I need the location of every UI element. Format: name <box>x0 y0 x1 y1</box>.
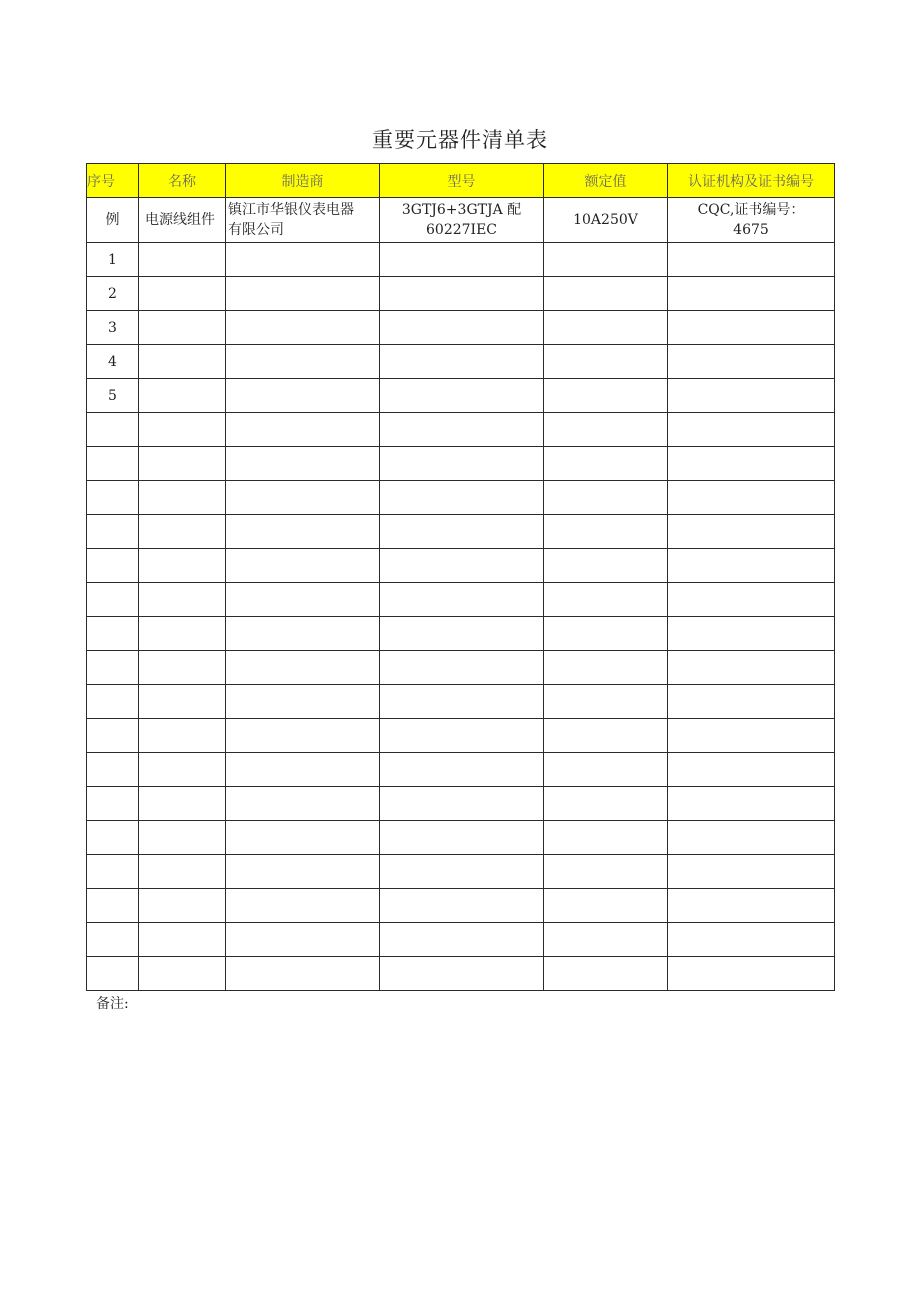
table-row <box>87 651 835 685</box>
table-cell <box>226 243 380 277</box>
table-cell <box>668 379 835 413</box>
table-row <box>87 345 835 379</box>
table-cell <box>668 923 835 957</box>
table-cell <box>380 787 544 821</box>
table-row <box>87 583 835 617</box>
table-cell <box>139 685 226 719</box>
table-cell <box>668 583 835 617</box>
example-seq: 例 <box>87 198 139 243</box>
table-cell <box>139 345 226 379</box>
table-cell <box>139 923 226 957</box>
table-cell <box>226 651 380 685</box>
table-cell <box>544 345 668 379</box>
table-cell <box>226 889 380 923</box>
example-model <box>380 198 544 243</box>
table-cell <box>668 243 835 277</box>
table-cell <box>668 753 835 787</box>
table-row <box>87 787 835 821</box>
table-cell <box>380 447 544 481</box>
table-cell <box>668 719 835 753</box>
table-row <box>87 855 835 889</box>
table-cell <box>139 753 226 787</box>
table-cell <box>544 413 668 447</box>
row-seq-cell <box>87 481 139 515</box>
table-cell <box>544 379 668 413</box>
table-cell <box>544 277 668 311</box>
table-cell <box>380 651 544 685</box>
example-cert-line1: CQC,证书编号： <box>697 202 805 218</box>
table-cell <box>139 957 226 991</box>
table-cell <box>139 617 226 651</box>
table-cell <box>226 413 380 447</box>
table-cell <box>380 617 544 651</box>
header-rating: 额定值 <box>544 164 668 198</box>
table-row <box>87 447 835 481</box>
example-model-line2: 60227IEC <box>426 222 497 238</box>
table-cell <box>668 345 835 379</box>
table-cell <box>668 447 835 481</box>
example-row <box>87 198 835 243</box>
table-cell <box>139 243 226 277</box>
table-cell <box>380 515 544 549</box>
table-cell <box>544 583 668 617</box>
table-cell <box>544 685 668 719</box>
table-cell <box>668 311 835 345</box>
table-cell <box>544 855 668 889</box>
table-cell <box>544 889 668 923</box>
table-cell <box>139 515 226 549</box>
table-row <box>87 821 835 855</box>
table-row <box>87 243 835 277</box>
table-cell <box>380 311 544 345</box>
table-cell <box>380 923 544 957</box>
example-rating: 10A250V <box>544 198 668 243</box>
row-seq-cell <box>87 515 139 549</box>
table-cell <box>226 515 380 549</box>
table-row <box>87 311 835 345</box>
table-row <box>87 549 835 583</box>
header-model: 型号 <box>380 164 544 198</box>
table-cell <box>226 719 380 753</box>
row-seq-cell <box>87 685 139 719</box>
table-cell <box>544 447 668 481</box>
table-cell <box>380 957 544 991</box>
row-seq-cell <box>87 787 139 821</box>
table-cell <box>668 413 835 447</box>
row-seq-cell: 5 <box>87 379 139 413</box>
header-row <box>87 164 835 198</box>
table-row <box>87 515 835 549</box>
table-cell <box>544 821 668 855</box>
table-row <box>87 277 835 311</box>
table-cell <box>226 345 380 379</box>
table-cell <box>544 311 668 345</box>
table-row <box>87 923 835 957</box>
table-cell <box>226 549 380 583</box>
row-seq-cell <box>87 413 139 447</box>
table-cell <box>139 583 226 617</box>
components-table <box>86 163 835 991</box>
table-cell <box>226 685 380 719</box>
table-cell <box>668 685 835 719</box>
table-cell <box>380 821 544 855</box>
table-cell <box>226 855 380 889</box>
table-cell <box>139 651 226 685</box>
table-cell <box>668 889 835 923</box>
table-cell <box>139 481 226 515</box>
table-cell <box>380 583 544 617</box>
table-cell <box>139 311 226 345</box>
table-cell <box>668 481 835 515</box>
example-manufacturer <box>226 198 380 243</box>
row-seq-cell <box>87 617 139 651</box>
table-cell <box>226 753 380 787</box>
example-cert-line2: 4675 <box>733 222 769 238</box>
table-cell <box>139 413 226 447</box>
table-cell <box>139 379 226 413</box>
table-cell <box>544 549 668 583</box>
table-cell <box>668 277 835 311</box>
table-row <box>87 379 835 413</box>
table-cell <box>544 957 668 991</box>
table-cell <box>668 549 835 583</box>
table-cell <box>668 617 835 651</box>
example-manufacturer-line1: 镇江市华银仪表电器 <box>228 202 354 218</box>
table-cell <box>668 821 835 855</box>
table-cell <box>139 549 226 583</box>
table-cell <box>226 923 380 957</box>
table-cell <box>380 379 544 413</box>
table-cell <box>544 719 668 753</box>
table-cell <box>668 855 835 889</box>
example-name: 电源线组件 <box>139 198 226 243</box>
row-seq-cell <box>87 583 139 617</box>
table-cell <box>668 787 835 821</box>
row-seq-cell: 2 <box>87 277 139 311</box>
table-cell <box>139 821 226 855</box>
header-manufacturer: 制造商 <box>226 164 380 198</box>
table-cell <box>380 277 544 311</box>
table-cell <box>226 787 380 821</box>
table-cell <box>139 855 226 889</box>
table-cell <box>380 685 544 719</box>
table-cell <box>380 855 544 889</box>
table-cell <box>544 243 668 277</box>
row-seq-cell <box>87 923 139 957</box>
table-cell <box>380 345 544 379</box>
table-cell <box>380 889 544 923</box>
table-cell <box>226 617 380 651</box>
table-cell <box>380 243 544 277</box>
header-seq: 序号 <box>87 164 139 198</box>
table-row <box>87 889 835 923</box>
row-seq-cell <box>87 719 139 753</box>
row-seq-cell <box>87 447 139 481</box>
row-seq-cell <box>87 855 139 889</box>
row-seq-cell: 3 <box>87 311 139 345</box>
row-seq-cell <box>87 549 139 583</box>
table-cell <box>380 719 544 753</box>
row-seq-cell <box>87 753 139 787</box>
row-seq-cell <box>87 957 139 991</box>
table-cell <box>544 651 668 685</box>
table-cell <box>380 753 544 787</box>
table-cell <box>139 889 226 923</box>
table-cell <box>226 957 380 991</box>
table-cell <box>139 277 226 311</box>
table-row <box>87 957 835 991</box>
table-cell <box>226 311 380 345</box>
table-row <box>87 719 835 753</box>
table-cell <box>668 651 835 685</box>
table-cell <box>226 447 380 481</box>
table-cell <box>226 379 380 413</box>
example-model-line1: 3GTJ6+3GTJA 配 <box>401 202 522 218</box>
table-cell <box>139 787 226 821</box>
table-cell <box>226 821 380 855</box>
table-row <box>87 413 835 447</box>
table-cell <box>544 617 668 651</box>
row-seq-cell: 1 <box>87 243 139 277</box>
table-cell <box>544 515 668 549</box>
table-cell <box>139 447 226 481</box>
table-row <box>87 481 835 515</box>
remarks-label: 备注: <box>96 996 129 1012</box>
table-cell <box>544 481 668 515</box>
example-manufacturer-line2: 有限公司 <box>228 222 284 238</box>
table-cell <box>139 719 226 753</box>
table-cell <box>668 957 835 991</box>
table-cell <box>380 413 544 447</box>
table-cell <box>544 753 668 787</box>
table-cell <box>226 277 380 311</box>
table-cell <box>380 549 544 583</box>
page-title: 重要元器件清单表 <box>372 128 548 152</box>
table-row <box>87 685 835 719</box>
table-cell <box>380 481 544 515</box>
table-cell <box>226 583 380 617</box>
row-seq-cell <box>87 821 139 855</box>
table-cell <box>226 481 380 515</box>
table-row <box>87 753 835 787</box>
table-cell <box>544 787 668 821</box>
header-certification: 认证机构及证书编号 <box>668 164 835 198</box>
example-certification <box>668 198 835 243</box>
row-seq-cell <box>87 651 139 685</box>
row-seq-cell <box>87 889 139 923</box>
table-cell <box>544 923 668 957</box>
header-name: 名称 <box>139 164 226 198</box>
row-seq-cell: 4 <box>87 345 139 379</box>
table-cell <box>668 515 835 549</box>
table-row <box>87 617 835 651</box>
